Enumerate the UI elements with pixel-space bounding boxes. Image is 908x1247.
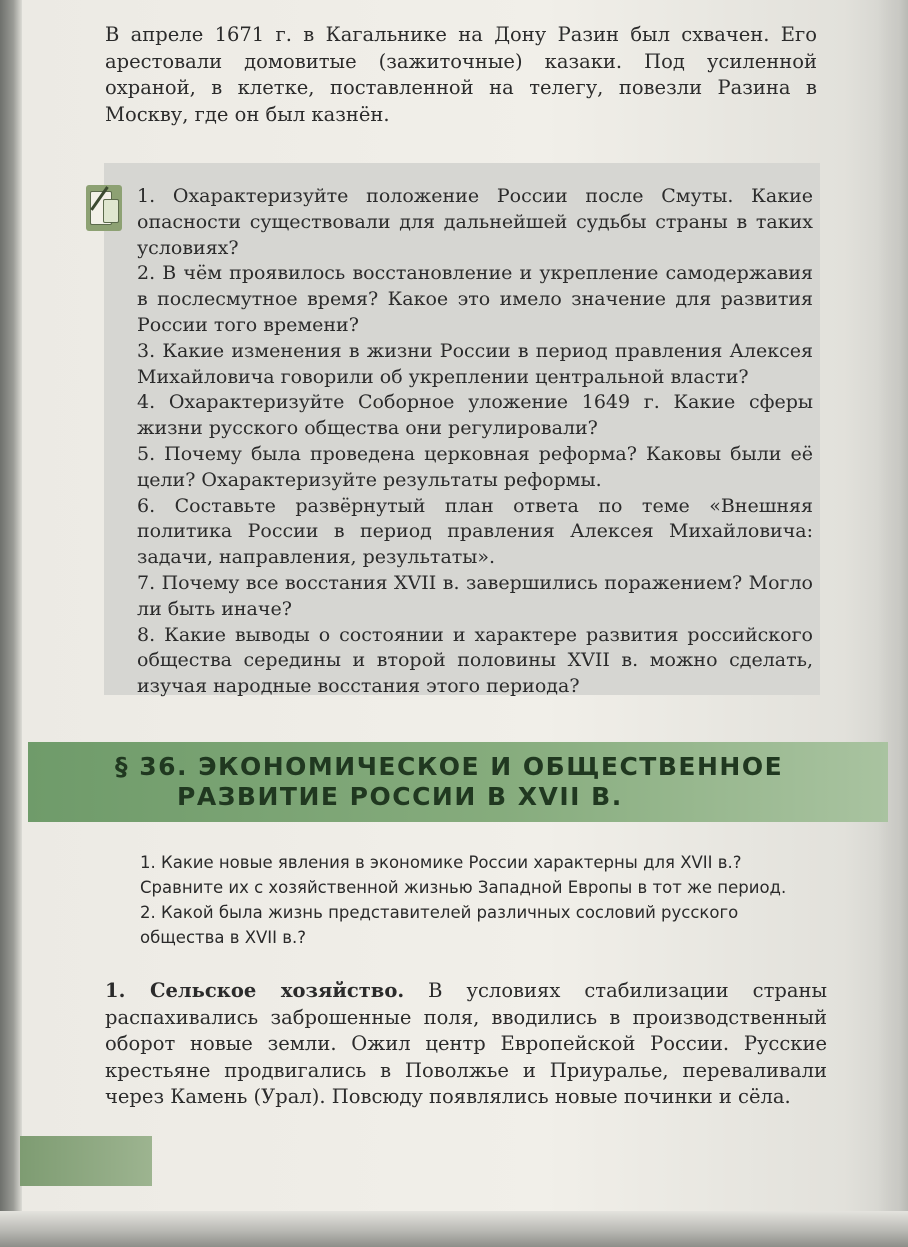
review-question: 3. Какие изменения в жизни России в период правления Алексея Михайловича говорили об укреплении центральной власти? <box>137 339 813 388</box>
subsection-text: В условиях стабилизации страны распахивались заброшенные поля, вводились в производственный оборот новые земли. Ожил центр Европейской России. Русские крестьяне продвигались в Поволжье и Приуралье, переваливали через Камень (Урал). Повсюду появлялись новые починки и сёла. <box>105 979 827 1108</box>
page-number-tab <box>20 1136 152 1186</box>
section-question: 1. Какие новые явления в экономике России характерны для XVII в.? Сравните их с хозяйственной жизнью Западной Европы в тот же период. <box>140 853 787 897</box>
section-title <box>115 752 875 812</box>
review-question: 4. Охарактеризуйте Соборное уложение 1649 г. Какие сферы жизни русского общества они регулировали? <box>137 391 813 440</box>
section-title-line1: § 36. ЭКОНОМИЧЕСКОЕ И ОБЩЕСТВЕННОЕ <box>115 752 784 781</box>
review-question: 1. Охарактеризуйте положение России после Смуты. Какие опасности существовали для дальнейшей судьбы страны в таких условиях? <box>137 185 813 259</box>
page-bottom-edge <box>0 1211 908 1247</box>
review-question: 2. В чём проявилось восстановление и укрепление самодержавия в послесмутное время? Какое это имело значение для развития России того времени? <box>137 262 813 336</box>
section-question: 2. Какой была жизнь представителей различных сословий русского общества в XVII в.? <box>140 903 739 947</box>
review-question: 7. Почему все восстания XVII в. завершились поражением? Могло ли быть иначе? <box>137 571 813 620</box>
intro-paragraph <box>105 22 817 128</box>
review-questions-list <box>137 184 813 700</box>
section-questions-list <box>140 850 825 950</box>
intro-text: В апреле 1671 г. в Кагальнике на Дону Разин был схвачен. Его арестовали домовитые (зажиточные) казаки. Под усиленной охраной, в клетке, поставленной на телегу, повезли Разина в Москву, где он был казнён. <box>105 23 817 126</box>
agriculture-paragraph <box>105 978 827 1111</box>
question-pencil-icon <box>86 185 122 231</box>
page-right-shadow <box>878 0 908 1247</box>
review-question: 6. Составьте развёрнутый план ответа по теме «Внешняя политика России в период правления Алексея Михайловича: задачи, направления, результаты». <box>137 494 813 569</box>
section-title-line2: РАЗВИТИЕ РОССИИ В XVII В. <box>177 782 623 811</box>
review-question: 5. Почему была проведена церковная реформа? Каковы были её цели? Охарактеризуйте результаты реформы. <box>137 442 813 491</box>
page-binding-edge <box>0 0 22 1247</box>
review-question: 8. Какие выводы о состоянии и характере развития российского общества середины и второй половины XVII в. можно сделать, изучая народные восстания этого периода? <box>137 623 813 698</box>
subsection-heading: 1. Сельское хозяйство. <box>105 979 405 1002</box>
